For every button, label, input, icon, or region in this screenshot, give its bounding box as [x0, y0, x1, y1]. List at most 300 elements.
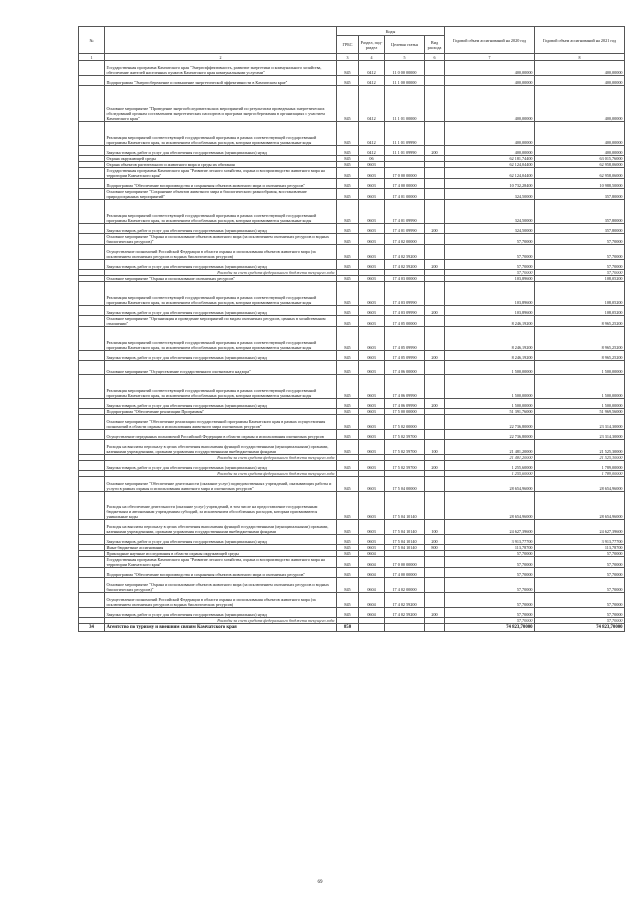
row-2021-cell: 400,00000	[535, 146, 625, 156]
row-csr-cell: 17 4 02 00000	[385, 578, 425, 593]
row-csr-cell: 17 4 01 09990	[385, 224, 425, 234]
row-2020-cell: 8 246,19200	[445, 327, 535, 351]
row-num-cell	[79, 146, 105, 156]
row-2020-cell: 113,78700	[445, 545, 535, 551]
row-num-cell	[79, 189, 105, 200]
total-grbs: 850	[337, 624, 359, 632]
row-num-cell	[79, 122, 105, 146]
col-num-header: №	[79, 27, 105, 54]
row-vr-cell: 200	[425, 306, 445, 316]
row-csr-cell: 17 4 05 09990	[385, 351, 425, 361]
row-2020-cell: 22 736,80000	[445, 415, 535, 430]
row-csr-cell: 17 5 02 59700	[385, 461, 425, 471]
table-row	[79, 440, 625, 455]
row-num-cell	[79, 76, 105, 86]
column-index-row	[79, 54, 625, 61]
row-num-cell	[79, 306, 105, 316]
row-csr-cell: 17 4 05 00000	[385, 316, 425, 327]
row-name-cell: Подпрограмма "Обеспечение воспроизводства и сохранения объектов животного мира и охотничьих ресурсов"	[105, 568, 337, 578]
row-razdel-cell: 0412	[359, 122, 385, 146]
row-razdel-cell: 0603	[359, 234, 385, 245]
column-index-cell: 5	[385, 54, 425, 61]
row-csr-cell: 17 4 03 00000	[385, 276, 425, 282]
row-csr-cell: 17 5 04 10140	[385, 545, 425, 551]
row-2021-cell: 21 525,30000	[535, 440, 625, 455]
row-2021-cell: 28 654,96000	[535, 477, 625, 492]
row-2021-cell: 1 500,00000	[535, 361, 625, 375]
table-row	[79, 245, 625, 260]
row-2021-cell: 400,00000	[535, 76, 625, 86]
row-2020-cell: 400,00000	[445, 146, 535, 156]
row-num-cell	[79, 168, 105, 179]
row-razdel-cell: 0412	[359, 76, 385, 86]
row-num-cell	[79, 282, 105, 306]
row-razdel-cell: 0603	[359, 327, 385, 351]
total-empty-csr	[385, 624, 425, 632]
row-name-cell: Расходы за счет средств федерального бюджета текущего года	[105, 618, 337, 624]
table-row	[79, 399, 625, 409]
table-row	[79, 282, 625, 306]
row-2021-cell: 1 789,00000	[535, 461, 625, 471]
row-razdel-cell: 0603	[359, 361, 385, 375]
row-vr-cell	[425, 492, 445, 520]
row-razdel-cell: 0604	[359, 593, 385, 608]
row-num-cell	[79, 260, 105, 270]
row-2020-cell: 10 732,28400	[445, 179, 535, 189]
col-2020-header: Годовой объем ассигнований на 2020 год	[445, 27, 535, 54]
row-vr-cell	[425, 415, 445, 430]
row-name-cell: Реализация мероприятий соответствующей государственной программы в рамках соответствующей государственной программы Камчатского края, за исключением обособленных расходов, которым присваиваются уникальные коды	[105, 375, 337, 399]
row-csr-cell: 17 5 04 10140	[385, 520, 425, 535]
row-2020-cell: 57,70000	[445, 551, 535, 557]
row-grbs-cell: 845	[337, 61, 359, 76]
row-vr-cell	[425, 557, 445, 568]
row-csr-cell: 17 4 03 09990	[385, 306, 425, 316]
row-name-cell: Осуществление переданных полномочий Российской Федерации в области охраны и использования охотничьих ресурсов	[105, 430, 337, 440]
table-row	[79, 557, 625, 568]
row-2021-cell: 400,00000	[535, 122, 625, 146]
row-name-cell: Прикладные научные исследования в области охраны окружающей среды	[105, 551, 337, 557]
row-num-cell	[79, 578, 105, 593]
row-grbs-cell: 845	[337, 76, 359, 86]
row-grbs-cell: 845	[337, 440, 359, 455]
row-name-cell: Основное мероприятие "Обеспечение деятельности (оказание услуг) подведомственных учреждений, оказывающих работы и услуги в рамках охраны и использования животного мира и охотничьих ресурсов"	[105, 477, 337, 492]
row-vr-cell	[425, 168, 445, 179]
row-2020-cell: 57,70000	[445, 578, 535, 593]
row-razdel-cell: 0603	[359, 492, 385, 520]
row-2021-cell: 23 314,30000	[535, 415, 625, 430]
table-row	[79, 146, 625, 156]
row-2020-cell: 103,89600	[445, 276, 535, 282]
table-row	[79, 86, 625, 122]
column-index-cell: 8	[535, 54, 625, 61]
table-row	[79, 306, 625, 316]
table-row	[79, 316, 625, 327]
row-num-cell	[79, 316, 105, 327]
row-razdel-cell: 0603	[359, 351, 385, 361]
row-grbs-cell: 845	[337, 351, 359, 361]
row-vr-cell	[425, 200, 445, 224]
row-2020-cell: 103,89600	[445, 306, 535, 316]
row-num-cell	[79, 86, 105, 122]
row-grbs-cell: 845	[337, 430, 359, 440]
row-2020-cell: 28 654,96000	[445, 477, 535, 492]
table-row	[79, 260, 625, 270]
row-csr-cell: 17 4 02 59200	[385, 608, 425, 618]
row-vr-cell: 800	[425, 545, 445, 551]
row-vr-cell: 100	[425, 520, 445, 535]
row-grbs-cell: 845	[337, 200, 359, 224]
row-name-cell: Закупка товаров, работ и услуг для обеспечения государственных (муниципальных) нужд	[105, 306, 337, 316]
table-row	[79, 351, 625, 361]
row-2020-cell: 62 181,74400	[445, 156, 535, 162]
row-2021-cell: 57,70000	[535, 245, 625, 260]
row-2020-cell: 57,70000	[445, 593, 535, 608]
row-csr-cell: 17 0 00 00000	[385, 557, 425, 568]
row-name-cell: Основное мероприятие "Охрана и использование охотничьих ресурсов"	[105, 276, 337, 282]
row-grbs-cell: 845	[337, 260, 359, 270]
row-csr-cell: 17 4 01 09990	[385, 200, 425, 224]
row-razdel-cell: 0603	[359, 282, 385, 306]
row-name-cell: Расходы за счет средств федерального бюджета текущего года	[105, 455, 337, 461]
row-2020-cell: 57,70000	[445, 557, 535, 568]
row-razdel-cell: 0603	[359, 316, 385, 327]
row-name-cell: Охрана окружающей среды	[105, 156, 337, 162]
row-name-cell: Осуществление полномочий Российской Федерации в области охраны и использования объектов животного мира (за исключением охотничьих ресурсов и водных биологических ресурсов)	[105, 593, 337, 608]
row-razdel-cell: 0603	[359, 306, 385, 316]
row-grbs-cell: 845	[337, 551, 359, 557]
row-2020-cell: 21 481,20000	[445, 455, 535, 461]
row-grbs-cell: 845	[337, 361, 359, 375]
row-2021-cell: 57,70000	[535, 578, 625, 593]
row-csr-cell: 17 4 00 00000	[385, 568, 425, 578]
row-name-cell: Закупка товаров, работ и услуг для обеспечения государственных (муниципальных) нужд	[105, 461, 337, 471]
row-2021-cell: 57,70000	[535, 593, 625, 608]
row-num-cell	[79, 179, 105, 189]
row-2020-cell: 57,70000	[445, 245, 535, 260]
row-num-cell	[79, 375, 105, 399]
row-name-cell: Реализация мероприятий соответствующей государственной программы в рамках соответствующей государственной программы Камчатского края, за исключением обособленных расходов, которым присваиваются уникальные коды	[105, 282, 337, 306]
row-grbs-cell: 845	[337, 535, 359, 545]
table-row	[79, 535, 625, 545]
row-razdel-cell: 0412	[359, 146, 385, 156]
column-index-cell: 2	[105, 54, 337, 61]
col-grbs-header: ГРБС	[337, 36, 359, 54]
row-grbs-cell: 845	[337, 224, 359, 234]
row-2020-cell: 400,00000	[445, 86, 535, 122]
row-vr-cell	[425, 282, 445, 306]
row-vr-cell	[425, 593, 445, 608]
row-2021-cell: 108,05200	[535, 306, 625, 316]
row-csr-cell: 11 1 00 00000	[385, 76, 425, 86]
row-razdel-cell: 0603	[359, 260, 385, 270]
row-2020-cell: 57,70000	[445, 270, 535, 276]
row-csr-cell: 17 4 02 59200	[385, 245, 425, 260]
row-2021-cell: 57,70000	[535, 608, 625, 618]
row-name-cell: Расходы за счет средств федерального бюджета текущего года	[105, 471, 337, 477]
row-2021-cell: 1 789,00000	[535, 471, 625, 477]
row-vr-cell: 200	[425, 399, 445, 409]
row-2021-cell: 108,05200	[535, 282, 625, 306]
row-vr-cell	[425, 86, 445, 122]
row-vr-cell: 200	[425, 260, 445, 270]
table-row	[79, 492, 625, 520]
col-csr-header: Целевая статья	[385, 36, 425, 54]
row-razdel-cell: 0604	[359, 608, 385, 618]
row-grbs-cell: 845	[337, 306, 359, 316]
row-csr-cell: 17 4 01 00000	[385, 189, 425, 200]
row-grbs-cell: 845	[337, 327, 359, 351]
row-2020-cell: 57,70000	[445, 234, 535, 245]
total-row	[79, 624, 625, 632]
row-vr-cell	[425, 122, 445, 146]
row-2020-cell: 8 246,19200	[445, 351, 535, 361]
total-empty-vr	[425, 624, 445, 632]
row-vr-cell	[425, 76, 445, 86]
row-grbs-cell: 845	[337, 122, 359, 146]
table-row	[79, 461, 625, 471]
row-razdel-cell: 0603	[359, 245, 385, 260]
row-csr-cell: 17 4 06 09990	[385, 375, 425, 399]
table-row	[79, 375, 625, 399]
row-vr-cell: 200	[425, 461, 445, 471]
row-num-cell	[79, 557, 105, 568]
row-grbs-cell: 845	[337, 156, 359, 162]
codes-header: Коды	[337, 27, 445, 36]
row-num-cell	[79, 415, 105, 430]
row-vr-cell	[425, 234, 445, 245]
row-num-cell	[79, 492, 105, 520]
row-razdel-cell: 0604	[359, 578, 385, 593]
row-num-cell	[79, 477, 105, 492]
row-grbs-cell: 845	[337, 593, 359, 608]
table-row	[79, 415, 625, 430]
table-row	[79, 327, 625, 351]
row-grbs-cell: 845	[337, 415, 359, 430]
row-grbs-cell: 845	[337, 276, 359, 282]
row-2020-cell: 51 391,76000	[445, 409, 535, 415]
row-grbs-cell: 845	[337, 557, 359, 568]
row-vr-cell	[425, 361, 445, 375]
row-name-cell: Расходы на выплаты персоналу в целях обеспечения выполнения функций государственными (муниципальными) органами, казенными учреждениями, органами управления государственными внебюджетными фондами	[105, 520, 337, 535]
table-row	[79, 61, 625, 76]
row-name-cell: Подпрограмма "Обеспечение воспроизводства и сохранения объектов животного мира и охотничьих ресурсов"	[105, 179, 337, 189]
row-name-cell: Расходы на обеспечение деятельности (оказание услуг) учреждений, в том числе на предоставление государственным бюджетным и автономным учреждениям субсидий, за исключением обособленных расходов, которым присваиваются уникальные коды	[105, 492, 337, 520]
row-2021-cell: 1 500,00000	[535, 399, 625, 409]
row-num-cell	[79, 461, 105, 471]
row-grbs-cell: 845	[337, 86, 359, 122]
column-index-cell: 6	[425, 54, 445, 61]
row-grbs-cell: 845	[337, 477, 359, 492]
row-name-cell: Расходы на выплаты персоналу в целях обеспечения выполнения функций государственными (муниципальными) органами, казенными учреждениями, органами управления государственными внебюджетными фондами	[105, 440, 337, 455]
row-csr-cell: 17 4 03 09990	[385, 282, 425, 306]
row-2021-cell: 357,80000	[535, 224, 625, 234]
table-row	[79, 234, 625, 245]
row-razdel-cell: 0603	[359, 415, 385, 430]
row-num-cell	[79, 224, 105, 234]
row-razdel-cell: 0603	[359, 200, 385, 224]
row-vr-cell: 200	[425, 535, 445, 545]
row-razdel-cell: 0412	[359, 61, 385, 76]
table-row	[79, 179, 625, 189]
row-grbs-cell: 845	[337, 399, 359, 409]
row-num-cell	[79, 234, 105, 245]
row-name-cell: Основное мероприятие "Проведение энергообследовательских мероприятий по результатам проведенных энергетических обследований органам составлением энергетических паспортов и программ энергосбережения в организациях с участием Камчатского края"	[105, 86, 337, 122]
row-name-cell: Иные бюджетные ассигнования	[105, 545, 337, 551]
row-2021-cell: 63 015,76000	[535, 156, 625, 162]
table-row	[79, 608, 625, 618]
table-row	[79, 200, 625, 224]
row-grbs-cell: 845	[337, 492, 359, 520]
row-name-cell: Закупка товаров, работ и услуг для обеспечения государственных (муниципальных) нужд	[105, 146, 337, 156]
column-index-cell: 7	[445, 54, 535, 61]
row-name-cell: Закупка товаров, работ и услуг для обеспечения государственных (муниципальных) нужд	[105, 260, 337, 270]
row-2020-cell: 57,70000	[445, 618, 535, 624]
row-2021-cell: 57,70000	[535, 234, 625, 245]
row-grbs-cell: 845	[337, 375, 359, 399]
row-csr-cell: 17 4 06 09990	[385, 399, 425, 409]
row-vr-cell	[425, 430, 445, 440]
row-num-cell	[79, 593, 105, 608]
row-2020-cell: 400,00000	[445, 76, 535, 86]
row-name-cell: Основное мероприятие "Охрана и использование объектов животного мира (за исключением охотничьих ресурсов и водных биологических ресурсов)"	[105, 234, 337, 245]
column-index-cell: 4	[359, 54, 385, 61]
row-2021-cell: 8 965,25200	[535, 351, 625, 361]
row-csr-cell: 17 5 02 59700	[385, 430, 425, 440]
row-2020-cell: 57,70000	[445, 260, 535, 270]
row-csr-cell: 17 0 00 00000	[385, 168, 425, 179]
row-razdel-cell: 0603	[359, 224, 385, 234]
row-2021-cell: 8 965,25200	[535, 316, 625, 327]
row-csr-cell: 17 4 00 00000	[385, 179, 425, 189]
col-razdel-header: Раздел, под-раздел	[359, 36, 385, 54]
row-razdel-cell: 0603	[359, 162, 385, 168]
row-csr-cell: 11 0 00 00000	[385, 61, 425, 76]
row-2021-cell: 113,78700	[535, 545, 625, 551]
row-2021-cell: 51 969,56000	[535, 409, 625, 415]
row-name-cell: Реализация мероприятий соответствующей государственной программы в рамках соответствующей государственной программы Камчатского края, за исключением обособленных расходов, которым присваиваются уникальные коды	[105, 327, 337, 351]
row-grbs-cell: 845	[337, 189, 359, 200]
row-vr-cell	[425, 179, 445, 189]
row-2021-cell: 21 525,30000	[535, 455, 625, 461]
row-name-cell: Закупка товаров, работ и услуг для обеспечения государственных (муниципальных) нужд	[105, 535, 337, 545]
row-grbs-cell: 845	[337, 179, 359, 189]
row-2021-cell: 57,70000	[535, 551, 625, 557]
row-grbs-cell: 845	[337, 162, 359, 168]
row-vr-cell	[425, 578, 445, 593]
table-row	[79, 593, 625, 608]
row-razdel-cell: 0603	[359, 189, 385, 200]
table-row	[79, 568, 625, 578]
row-2021-cell: 57,70000	[535, 260, 625, 270]
row-razdel-cell: 0603	[359, 409, 385, 415]
total-label: Агентство по туризму и внешним связям Камчатского края	[105, 624, 337, 632]
row-2021-cell: 57,70000	[535, 568, 625, 578]
row-name-cell: Государственная программа Камчатского края "Развитие лесного хозяйства, охрана и воспроизводство животного мира на территории Камчатского края"	[105, 168, 337, 179]
total-2021: 74 823,70000	[535, 624, 625, 632]
row-grbs-cell: 845	[337, 316, 359, 327]
row-vr-cell	[425, 245, 445, 260]
row-vr-cell	[425, 316, 445, 327]
row-num-cell	[79, 520, 105, 535]
row-num-cell	[79, 399, 105, 409]
row-razdel-cell: 0604	[359, 557, 385, 568]
row-name-cell: Закупка товаров, работ и услуг для обеспечения государственных (муниципальных) нужд	[105, 608, 337, 618]
row-2021-cell: 57,70000	[535, 557, 625, 568]
row-2020-cell: 8 246,19200	[445, 316, 535, 327]
row-razdel-cell: 0603	[359, 440, 385, 455]
row-name-cell: Основное мероприятие "Организация и проведение мероприятий по видам охотничьих ресурсов, ценных в хозяйственном отношении"	[105, 316, 337, 327]
row-vr-cell	[425, 189, 445, 200]
row-2020-cell: 1 500,00000	[445, 361, 535, 375]
row-razdel-cell: 0603	[359, 545, 385, 551]
row-2020-cell: 57,70000	[445, 568, 535, 578]
row-2020-cell: 1 500,00000	[445, 399, 535, 409]
row-name-cell: Закупка товаров, работ и услуг для обеспечения государственных (муниципальных) нужд	[105, 224, 337, 234]
row-2020-cell: 24 627,39600	[445, 520, 535, 535]
row-2021-cell: 10 988,50000	[535, 179, 625, 189]
row-name-cell: Подпрограмма "Обеспечение реализации Программы"	[105, 409, 337, 415]
row-2020-cell: 3 913,77700	[445, 535, 535, 545]
row-csr-cell: 17 4 06 00000	[385, 361, 425, 375]
row-num-cell	[79, 361, 105, 375]
row-csr-cell: 17 5 02 00000	[385, 415, 425, 430]
total-empty-razdel	[359, 624, 385, 632]
row-grbs-cell: 845	[337, 545, 359, 551]
row-vr-cell	[425, 327, 445, 351]
row-num-cell	[79, 200, 105, 224]
row-num-cell	[79, 327, 105, 351]
row-2021-cell: 57,70000	[535, 618, 625, 624]
row-vr-cell: 200	[425, 351, 445, 361]
row-name-cell: Реализация мероприятий соответствующей государственной программы в рамках соответствующей государственной программы Камчатского края, за исключением обособленных расходов, которым присваиваются уникальные коды	[105, 200, 337, 224]
row-vr-cell: 200	[425, 608, 445, 618]
row-csr-cell: 17 5 04 10140	[385, 535, 425, 545]
row-num-cell	[79, 245, 105, 260]
table-body	[79, 61, 625, 624]
row-grbs-cell: 845	[337, 608, 359, 618]
row-num-cell	[79, 608, 105, 618]
row-num-cell	[79, 61, 105, 76]
row-razdel-cell: 0604	[359, 568, 385, 578]
row-2020-cell: 1 500,00000	[445, 375, 535, 399]
row-razdel-cell: 0603	[359, 535, 385, 545]
row-2021-cell: 357,80000	[535, 200, 625, 224]
row-name-cell: Закупка товаров, работ и услуг для обеспечения государственных (муниципальных) нужд	[105, 399, 337, 409]
row-name-cell: Основное мероприятие "Осуществление государственного охотничьего надзора"	[105, 361, 337, 375]
row-csr-cell: 17 4 02 59200	[385, 593, 425, 608]
row-csr-cell: 17 5 04 00000	[385, 477, 425, 492]
row-vr-cell: 200	[425, 224, 445, 234]
row-csr-cell: 17 4 02 00000	[385, 234, 425, 245]
row-csr-cell: 11 1 01 09990	[385, 146, 425, 156]
row-2021-cell: 400,00000	[535, 61, 625, 76]
table-row	[79, 477, 625, 492]
row-2021-cell: 28 654,96000	[535, 492, 625, 520]
row-num-cell	[79, 430, 105, 440]
row-csr-cell: 17 5 02 59700	[385, 440, 425, 455]
row-name-cell: Осуществление полномочий Российской Федерации в области охраны и использования объектов животного мира (за исключением охотничьих ресурсов и водных биологических ресурсов)	[105, 245, 337, 260]
row-grbs-cell: 845	[337, 409, 359, 415]
row-razdel-cell: 06	[359, 156, 385, 162]
row-2021-cell: 23 314,30000	[535, 430, 625, 440]
row-razdel-cell: 0603	[359, 520, 385, 535]
row-csr-cell: 17 4 02 59200	[385, 260, 425, 270]
column-index-cell: 1	[79, 54, 105, 61]
row-csr-cell: 17 5 04 10140	[385, 492, 425, 520]
row-2021-cell: 357,80000	[535, 189, 625, 200]
row-razdel-cell: 0603	[359, 399, 385, 409]
